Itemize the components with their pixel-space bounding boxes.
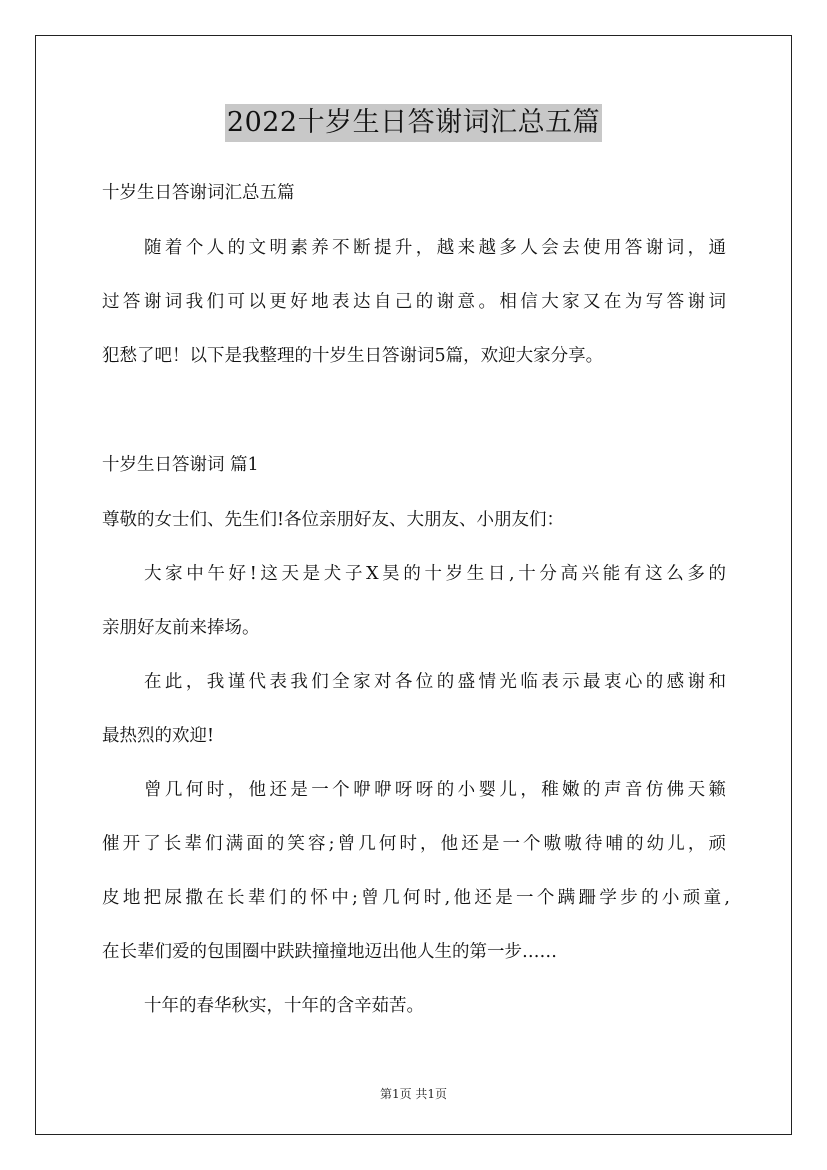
greeting-line: 尊敬的女士们、先生们!各位亲朋好友、大朋友、小朋友们： [102, 510, 565, 530]
paragraph-line: 在长辈们爱的包围圈中趺趺撞撞地迈出他人生的第一步…… [102, 942, 557, 962]
page-footer: 第1页 共1页 [379, 1087, 448, 1101]
paragraph-line: 曾几何时，他还是一个咿咿呀呀的小婴儿，稚嫩的声音仿佛天籁 [144, 780, 726, 800]
title-container [0, 104, 827, 142]
paragraph-line: 亲朋好友前来捧场。 [102, 618, 260, 638]
paragraph-line: 在此，我谨代表我们全家对各位的盛情光临表示最衷心的感谢和 [144, 672, 726, 692]
paragraph-line: 大家中午好!这天是犬子X昊的十岁生日,十分高兴能有这么多的 [144, 564, 726, 584]
intro-line-2: 过答谢词我们可以更好地表达自己的谢意。相信大家又在为写答谢词 [102, 292, 726, 312]
paragraph-line: 最热烈的欢迎! [102, 726, 215, 746]
subtitle-line: 十岁生日答谢词汇总五篇 [102, 183, 295, 203]
section-heading: 十岁生日答谢词 篇1 [102, 455, 259, 475]
intro-line-3: 犯愁了吧！以下是我整理的十岁生日答谢词5篇，欢迎大家分享。 [102, 346, 604, 366]
intro-line-1: 随着个人的文明素养不断提升，越来越多人会去使用答谢词，通 [144, 238, 726, 258]
paragraph-line: 催开了长辈们满面的笑容;曾几何时，他还是一个嗷嗷待哺的幼儿，顽 [102, 834, 726, 854]
paragraph-line: 十年的春华秋实，十年的含辛茹苦。 [144, 996, 424, 1016]
paragraph-line: 皮地把尿撒在长辈们的怀中;曾几何时,他还是一个蹒跚学步的小顽童, [102, 888, 730, 908]
document-title: 2022十岁生日答谢词汇总五篇 [225, 104, 602, 142]
